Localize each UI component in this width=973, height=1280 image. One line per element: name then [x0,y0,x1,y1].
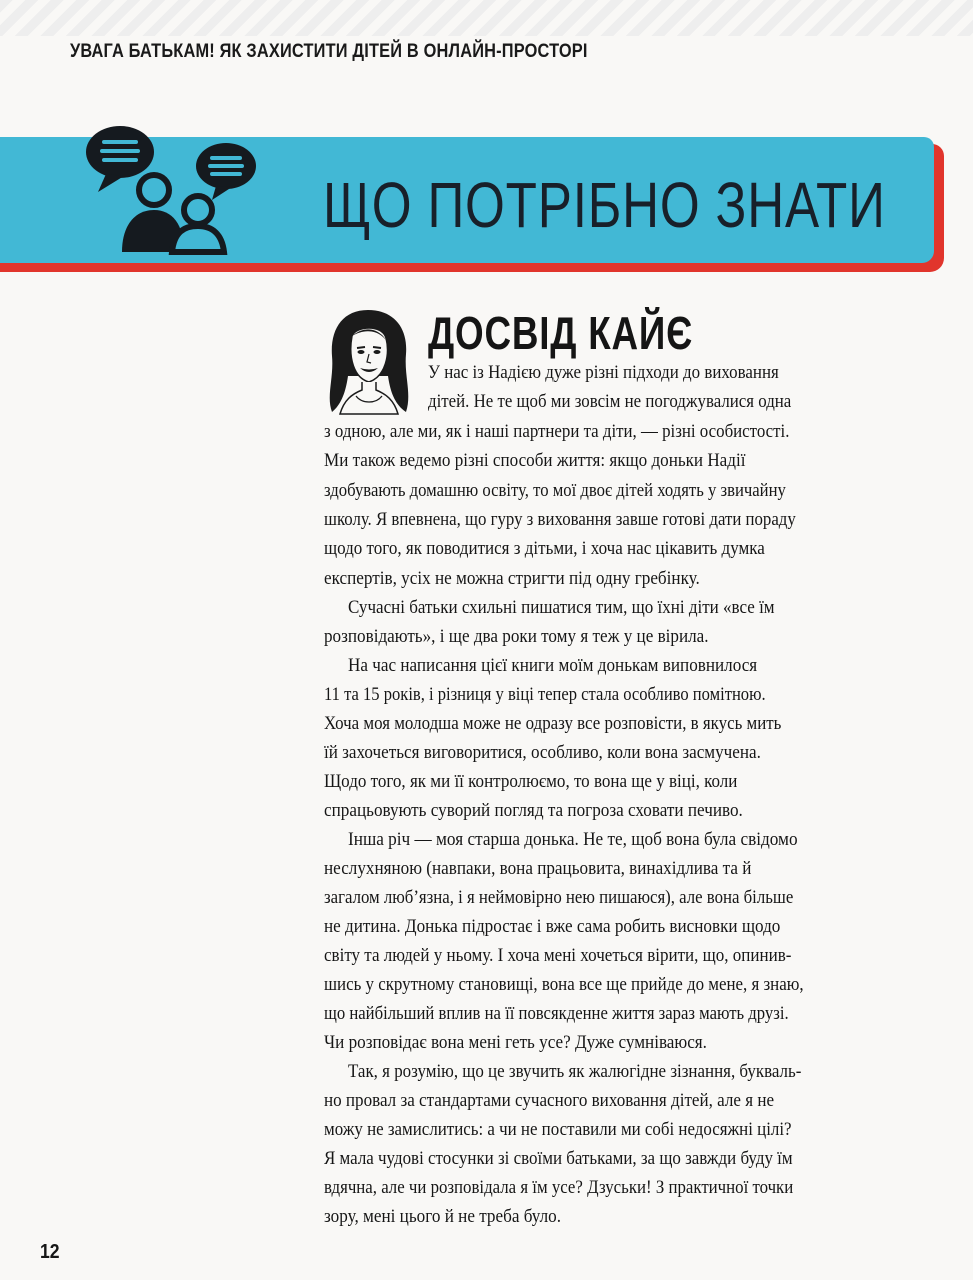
text-line: Я мала чудові стосунки зі своїми батьками, за що завжди буду їм [324,1148,793,1169]
text-line: школу. Я впевнена, що гуру з виховання завше готові дати пораду [324,509,796,530]
text-line: У нас із Надією дуже різні підходи до виховання [428,362,779,383]
text-line: вдячна, але чи розповідала я їм усе? Дзуськи! З практичної точки [324,1177,794,1198]
text-line: неслухняною (навпаки, вона працьовита, винахідлива та й [324,858,752,879]
text-line: Ми також ведемо різні способи життя: якщо доньки Надії [324,450,746,471]
text-line: здобувають домашню освіту, то мої двоє дітей ходять у звичайну [324,480,786,501]
page-number: 12 [40,1241,60,1263]
text-line: їй захочеться виговоритися, особливо, коли вона засмучена. [324,742,761,763]
text-line: експертів, усіх не можна стригти під одну гребінку. [324,568,700,589]
section-title: ДОСВІД КАЙЄ [428,307,694,359]
text-line: з одною, але ми, як і наші партнери та діти, — різні особистості. [324,421,790,442]
header-stripes [0,0,973,36]
text-line: спрацьовують суворий погляд та погроза сховати печиво. [324,800,743,821]
text-line: щодо того, як поводитися з дітьми, і хоча нас цікавить думка [324,538,765,559]
text-line: не дитина. Донька підростає і вже сама робить висновки щодо [324,916,781,937]
banner-title: ЩО ПОТРІБНО ЗНАТИ [323,169,886,241]
text-line: світу та людей у ньому. І хоча мені хочеться вірити, що, опинив- [324,945,792,966]
text-line: Хоча моя молодша може не одразу все розповісти, в якусь мить [324,713,782,734]
portrait-illustration [322,306,414,418]
text-line: можу не замислитись: а чи не поставили ми собі недосяжні цілі? [324,1119,792,1140]
text-line: дітей. Не те щоб ми зовсім не погоджувалися одна [428,391,792,412]
text-line: шись у скрутному становищі, вона все ще прийде до мене, я знаю, [324,974,804,995]
text-line: розповідають», і ще два роки тому я теж у це вірила. [324,626,709,647]
text-line: що найбільший вплив на її повсякденне життя зараз мають друзі. [324,1003,789,1024]
text-line: загалом люб’язна, і я неймовірно нею пишаюся), але вона більше [324,887,794,908]
text-line: Так, я розумію, що це звучить як жалюгідне зізнання, букваль- [348,1061,802,1082]
people-chat-icon [84,118,264,258]
text-line: Чи розповідає вона мені геть усе? Дуже сумніваюся. [324,1032,707,1053]
text-line: но провал за стандартами сучасного виховання дітей, але я не [324,1090,775,1111]
running-header: УВАГА БАТЬКАМ! ЯК ЗАХИСТИТИ ДІТЕЙ В ОНЛАЙН-ПРОСТОРІ [70,40,588,62]
text-line: Щодо того, як ми її контролюємо, то вона ще у віці, коли [324,771,738,792]
text-line: Інша річ — моя старша донька. Не те, щоб вона була свідомо [348,829,798,850]
text-line: На час написання цієї книги моїм донькам виповнилося [348,655,758,676]
text-line: Сучасні батьки схильні пишатися тим, що їхні діти «все їм [348,597,775,618]
text-line: зору, мені цього й не треба було. [324,1206,562,1227]
text-line: 11 та 15 років, і різниця у віці тепер стала особливо помітною. [324,684,766,705]
